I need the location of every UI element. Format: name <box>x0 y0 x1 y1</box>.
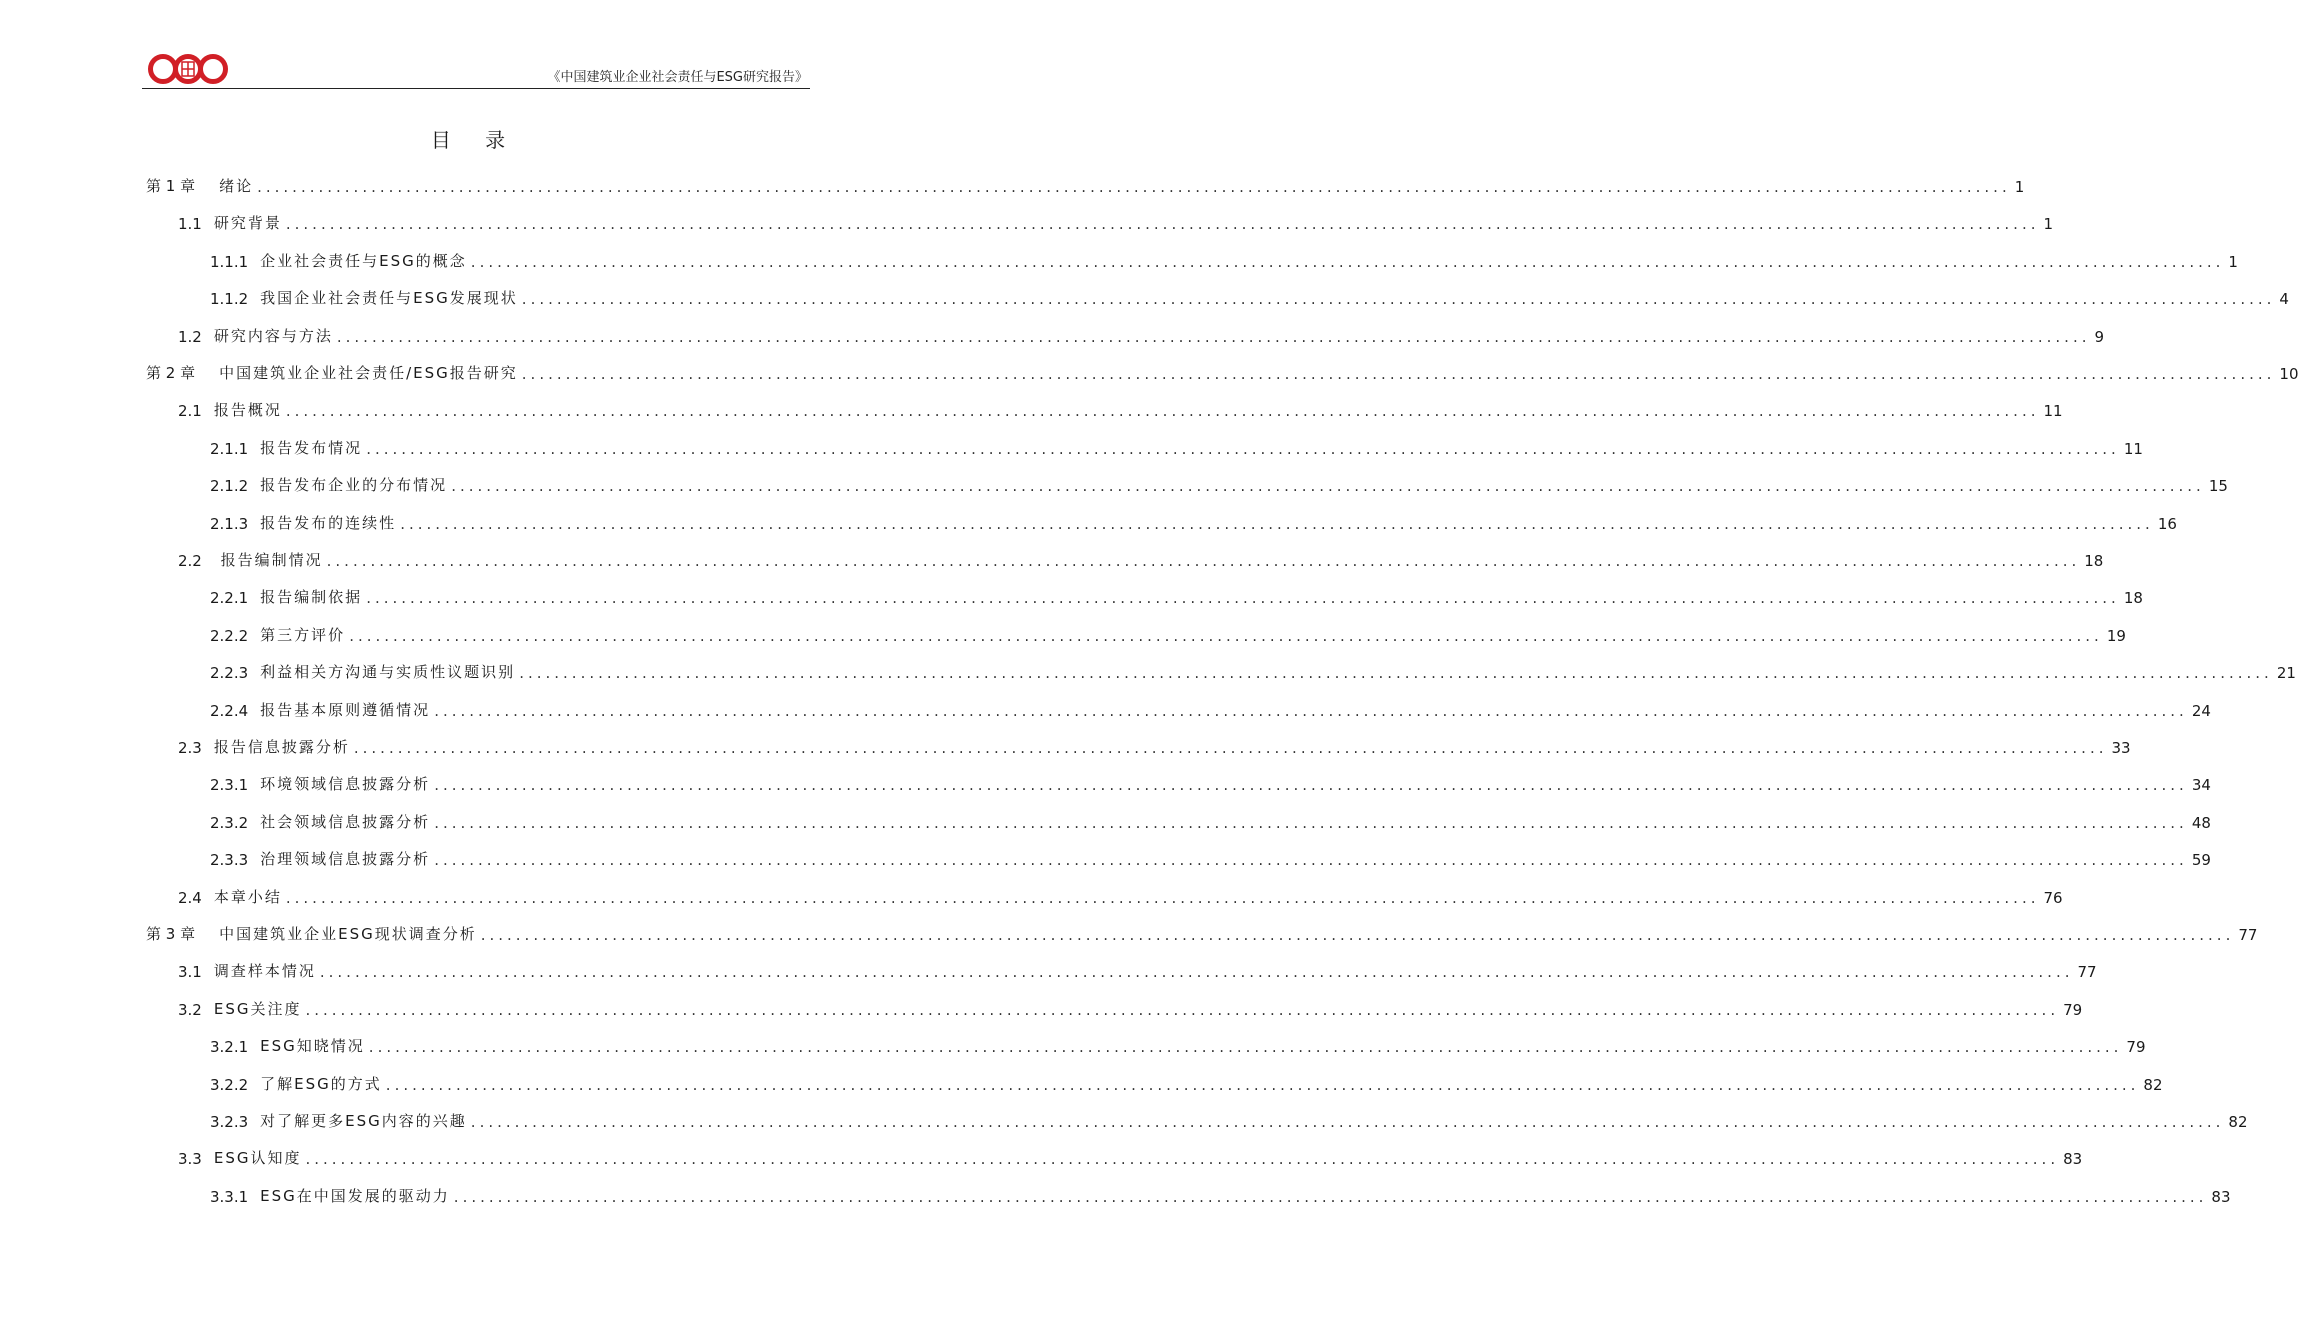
toc-leader-dots: ........................................................................................................................................................................................................ <box>434 813 2188 832</box>
toc-entry-number: 2.3 <box>178 739 202 757</box>
toc-entry[interactable] <box>178 396 2063 421</box>
toc-leader-dots: ........................................................................................................................................................................................................ <box>519 664 2273 683</box>
toc-entry[interactable] <box>178 733 2131 757</box>
toc-leader-dots: ........................................................................................................................................................................................................ <box>305 1150 2060 1169</box>
toc-entry-title: 绪论 <box>219 177 254 195</box>
toc-entry-page: 15 <box>2208 477 2228 496</box>
toc-entry-page: 4 <box>2279 290 2289 309</box>
toc-entry[interactable] <box>210 471 2228 496</box>
toc-leader-dots: ........................................................................................................................................................................................................ <box>521 290 2276 309</box>
toc-entry-title: ESG关注度 <box>213 999 302 1018</box>
toc-leader-dots: ........................................................................................................................................................................................................ <box>336 327 2091 346</box>
toc-entry[interactable] <box>146 172 2025 196</box>
toc-leader-dots: ........................................................................................................................................................................................................ <box>326 552 2081 570</box>
toc-entry-page: 16 <box>2157 514 2177 533</box>
toc-leader-dots: ........................................................................................................................................................................................................ <box>305 1000 2060 1019</box>
toc-entry-page: 1 <box>2014 178 2025 196</box>
toc-entry-title: 对了解更多ESG内容的兴趣 <box>260 1112 467 1130</box>
toc-entry-title: 治理领域信息披露分析 <box>260 850 431 869</box>
toc-leader-dots: ........................................................................................................................................................................................................ <box>434 776 2188 795</box>
toc-entry-page: 18 <box>2123 589 2143 608</box>
toc-entry-title: 第三方评价 <box>260 625 346 644</box>
toc-entry[interactable] <box>210 658 2296 683</box>
toc-leader-dots: ........................................................................................................................................................................................................ <box>366 589 2120 608</box>
toc-leader-dots: ........................................................................................................................................................................................................ <box>385 1075 2140 1094</box>
toc-leader-dots: ........................................................................................................................................................................................................ <box>257 178 2011 196</box>
toc-entry-number: 3.2.1 <box>210 1038 249 1057</box>
toc-entry[interactable] <box>210 621 2126 645</box>
toc-entry[interactable] <box>178 883 2063 907</box>
toc-entry-number: 3.3 <box>178 1150 202 1169</box>
toc-leader-dots: ........................................................................................................................................................................................................ <box>319 963 2074 982</box>
toc-leader-dots: ........................................................................................................................................................................................................ <box>285 402 2040 421</box>
toc-entry[interactable] <box>210 509 2177 533</box>
toc-leader-dots: ........................................................................................................................................................................................................ <box>349 626 2103 645</box>
toc-entry-page: 83 <box>2211 1187 2231 1206</box>
toc-leader-dots: ........................................................................................................................................................................................................ <box>434 851 2188 870</box>
toc-leader-dots: ........................................................................................................................................................................................................ <box>368 1038 2123 1057</box>
toc-entry-page: 77 <box>2077 963 2097 982</box>
toc-heading: 目 录 <box>430 128 520 152</box>
toc-leader-dots: ........................................................................................................................................................................................................ <box>451 477 2205 496</box>
toc-entry-page: 76 <box>2043 888 2063 907</box>
toc-entry-number: 1.1 <box>178 215 202 234</box>
toc-entry-page: 83 <box>2063 1150 2083 1169</box>
toc-entry[interactable] <box>210 1182 2231 1206</box>
toc-leader-dots: ........................................................................................................................................................................................................ <box>285 888 2040 907</box>
toc-entry-title: 环境领域信息披露分析 <box>260 775 431 794</box>
toc-entry[interactable] <box>210 247 2238 271</box>
toc-entry[interactable] <box>178 322 2105 346</box>
toc-entry-title: 报告发布情况 <box>260 438 363 457</box>
toc-entry-title: 我国企业社会责任与ESG发展现状 <box>260 289 518 308</box>
toc-entry-page: 10 <box>2279 365 2299 383</box>
toc-entry-page: 34 <box>2191 776 2211 795</box>
toc-entry[interactable] <box>210 770 2211 795</box>
toc-entry-title: 本章小结 <box>213 887 282 906</box>
toc-entry-number: 2.2 <box>178 552 202 570</box>
toc-entry[interactable] <box>210 1070 2163 1094</box>
toc-entry-title: 报告基本原则遵循情况 <box>260 700 431 719</box>
toc-entry[interactable] <box>178 995 2083 1019</box>
toc-entry-title: 了解ESG的方式 <box>260 1074 382 1093</box>
toc-entry-number: 2.1.1 <box>210 439 249 458</box>
toc-entry-title: 报告概况 <box>213 401 282 420</box>
toc-entry-number: 3.2.2 <box>210 1075 249 1094</box>
report-title: 《中国建筑业企业社会责任与ESG研究报告》 <box>547 70 808 85</box>
toc-leader-dots: ........................................................................................................................................................................................................ <box>470 252 2225 271</box>
toc-entry[interactable] <box>146 920 2258 944</box>
toc-entry-page: 59 <box>2191 851 2211 870</box>
toc-entry-title: 研究内容与方法 <box>213 326 333 345</box>
toc-entry-number: 1.1.1 <box>210 252 249 271</box>
toc-entry-title: 调查样本情况 <box>213 962 316 981</box>
toc-entry[interactable] <box>210 808 2211 832</box>
toc-entry-title: 中国建筑业企业社会责任/ESG报告研究 <box>219 364 518 382</box>
toc-entry-title: 报告编制情况 <box>213 551 323 569</box>
toc-entry[interactable] <box>146 359 2299 383</box>
toc-entry-page: 77 <box>2238 926 2258 944</box>
toc-entry[interactable] <box>178 209 2054 234</box>
toc-leader-dots: ........................................................................................................................................................................................................ <box>285 215 2040 234</box>
toc-entry-page: 19 <box>2106 626 2126 645</box>
toc-entry[interactable] <box>210 434 2143 458</box>
toc-entry-page: 33 <box>2111 739 2131 757</box>
toc-entry-page: 24 <box>2191 701 2211 720</box>
toc-entry-page: 9 <box>2094 327 2105 346</box>
toc-entry-number: 2.4 <box>178 888 202 907</box>
toc-entry[interactable] <box>178 957 2097 982</box>
toc-leader-dots: ........................................................................................................................................................................................................ <box>400 514 2154 533</box>
toc-entry-number: 3.2 <box>178 1000 202 1019</box>
toc-entry-number: 2.2.1 <box>210 589 249 608</box>
toc-entry-title: 企业社会责任与ESG的概念 <box>260 251 467 270</box>
toc-entry-title: ESG知晓情况 <box>260 1037 365 1056</box>
toc-entry-number: 2.1.3 <box>210 514 249 533</box>
toc-entry[interactable] <box>178 546 2104 570</box>
toc-entry-number: 3.3.1 <box>210 1187 249 1206</box>
toc-entry-title: 报告信息披露分析 <box>213 738 350 756</box>
toc-entry-page: 48 <box>2191 813 2211 832</box>
toc-entry-number: 2.3.2 <box>210 813 249 832</box>
toc-entry-page: 21 <box>2276 664 2296 683</box>
toc-entry-page: 82 <box>2228 1113 2248 1131</box>
toc-entry-page: 79 <box>2126 1038 2146 1057</box>
toc-entry-page: 82 <box>2143 1075 2163 1094</box>
toc-entry[interactable] <box>210 1032 2146 1057</box>
toc-leader-dots: ........................................................................................................................................................................................................ <box>434 701 2188 720</box>
toc-entry-page: 11 <box>2043 402 2063 421</box>
toc-entry-number: 第 2 章 <box>146 364 196 382</box>
toc-leader-dots: ........................................................................................................................................................................................................ <box>353 739 2108 757</box>
company-logo <box>146 52 230 86</box>
toc-entry-title: 研究背景 <box>213 214 282 233</box>
toc-entry-title: 报告发布的连续性 <box>260 513 397 532</box>
toc-leader-dots: ........................................................................................................................................................................................................ <box>366 439 2120 458</box>
toc-entry-number: 2.1 <box>178 402 202 421</box>
toc-entry-number: 2.2.3 <box>210 664 249 683</box>
page-header <box>142 52 810 89</box>
toc-leader-dots: ........................................................................................................................................................................................................ <box>470 1113 2225 1131</box>
toc-leader-dots: ........................................................................................................................................................................................................ <box>480 926 2235 944</box>
toc-entry[interactable] <box>210 284 2289 309</box>
toc-entry-number: 1.2 <box>178 327 202 346</box>
toc-entry-page: 18 <box>2084 552 2104 570</box>
toc-entry-title: 报告编制依据 <box>260 588 363 607</box>
toc-entry-number: 2.2.2 <box>210 626 249 645</box>
toc-entry-number: 3.2.3 <box>210 1113 249 1131</box>
toc-entry-title: ESG认知度 <box>213 1149 302 1168</box>
toc-entry-number: 2.2.4 <box>210 701 249 720</box>
toc-entry-number: 2.1.2 <box>210 477 249 496</box>
toc-entry[interactable] <box>178 1144 2083 1169</box>
toc-entry-number: 2.3.3 <box>210 851 249 870</box>
toc-entry-number: 第 1 章 <box>146 177 196 195</box>
toc-entry-number: 1.1.2 <box>210 290 249 309</box>
toc-entry-title: 社会领域信息披露分析 <box>260 812 431 831</box>
toc-entry[interactable] <box>210 583 2143 608</box>
toc-entry-page: 11 <box>2123 439 2143 458</box>
toc-entry-title: 报告发布企业的分布情况 <box>260 476 448 495</box>
toc-entry[interactable] <box>210 696 2211 720</box>
toc-entry-page: 79 <box>2063 1000 2083 1019</box>
toc-entry-page: 1 <box>2228 252 2238 271</box>
toc-entry-number: 3.1 <box>178 963 202 982</box>
toc-entry-title: 利益相关方沟通与实质性议题识别 <box>260 663 516 682</box>
toc-entry-number: 2.3.1 <box>210 776 249 795</box>
toc-entry-page: 1 <box>2043 215 2054 234</box>
toc-entry-title: ESG在中国发展的驱动力 <box>260 1186 450 1205</box>
toc-leader-dots: ........................................................................................................................................................................................................ <box>521 365 2276 383</box>
toc-entry-title: 中国建筑业企业ESG现状调查分析 <box>219 925 477 943</box>
toc-entry[interactable] <box>210 1107 2248 1131</box>
toc-entry[interactable] <box>210 845 2211 870</box>
toc-entry-number: 第 3 章 <box>146 925 196 943</box>
toc-leader-dots: ........................................................................................................................................................................................................ <box>453 1187 2208 1206</box>
